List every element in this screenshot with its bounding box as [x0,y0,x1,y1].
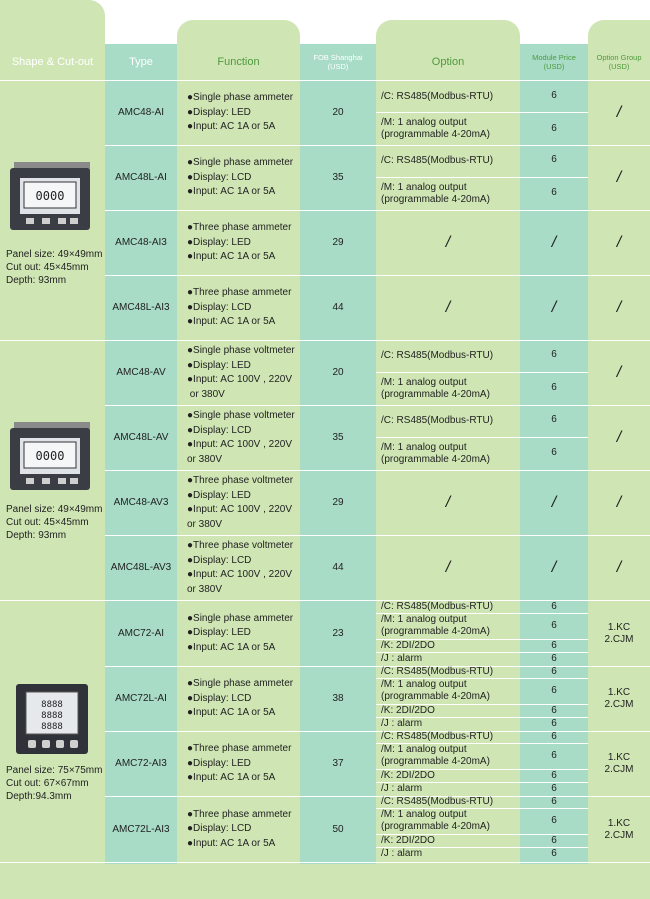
option-line: /M: 1 analog output [381,117,467,128]
function-line: ●Input: AC 1A or 5A [187,121,276,133]
option-line: /M: 1 analog output [381,182,467,193]
module-price-cell: 6 [551,640,557,651]
fob-price-cell: 37 [332,758,344,769]
fob-price-cell: 35 [332,432,344,443]
depth-3: Depth:94.3mm [6,791,72,802]
header-option: Option [431,56,465,68]
type-cell: AMC72-AI3 [115,758,167,769]
module-price-cell: 6 [551,382,557,393]
module-price-cell: 6 [551,447,557,458]
function-line: or 380V [187,453,223,465]
module-price-cell: 6 [551,705,557,716]
option-divider [376,847,588,848]
function-line: ●Three phase ammeter [187,222,292,234]
option-group-cell: / [616,169,622,186]
option-line: /C: RS485(Modbus-RTU) [381,91,494,102]
function-cell [181,797,300,862]
option-line: /C: RS485(Modbus-RTU) [381,666,494,677]
option-divider [376,808,588,809]
function-line: ●Three phase voltmeter [187,540,294,551]
meter-image-72 [14,682,90,756]
module-price-cell: / [551,494,557,511]
option-line: /C: RS485(Modbus-RTU) [381,601,494,612]
cut-out-3: Cut out: 67×67mm [6,778,89,789]
depth-1: Depth: 93mm [6,275,67,286]
type-cell: AMC48L-AI [115,172,167,183]
svg-text:8888: 8888 [41,711,63,721]
function-line: ●Input: AC 100V , 220V [187,504,292,515]
function-line: ●Input: AC 1A or 5A [187,772,276,784]
fob-price-cell: 20 [332,107,344,118]
function-line: ●Three phase ammeter [187,287,292,299]
function-line: or 380V [187,518,223,530]
fob-price-cell: 20 [332,367,344,378]
fob-price-cell: 29 [332,497,344,508]
option-line: (programmable 4-20mA) [381,691,490,702]
depth-2: Depth: 93mm [6,530,67,541]
option-divider [376,717,588,718]
option-line: /J : alarm [381,783,423,794]
function-line: ●Input: AC 1A or 5A [187,837,276,849]
module-price-cell: 6 [551,601,557,612]
option-line: /J : alarm [381,653,423,664]
function-cell [181,601,300,666]
function-cell [181,667,300,731]
option-group-line: 1.KC [607,621,631,633]
option-line: (programmable 4-20mA) [381,756,490,767]
function-line: ●Input: AC 1A or 5A [187,316,276,328]
function-cell [181,81,300,145]
option-divider [376,639,588,640]
function-line: ●Single phase ammeter [187,678,294,690]
module-price-cell: 6 [551,685,557,696]
type-cell: AMC48-AV [116,367,166,378]
svg-text:0000: 0000 [35,449,65,463]
function-line: ●Display: LED [187,489,251,501]
option-line: /K: 2DI/2DO [381,770,435,781]
option-divider [376,437,588,438]
module-price-cell: 6 [551,653,557,664]
option-divider [376,678,588,679]
module-price-cell: 6 [551,815,557,826]
option-group-line: 2.CJM [604,829,634,841]
panel-size-2: Panel size: 49×49mm [6,504,103,515]
fob-price-cell: 44 [332,302,344,313]
option-line: /M: 1 analog output [381,679,467,690]
function-line: ●Display: LED [187,757,251,769]
option-divider [376,834,588,835]
module-price-cell: 6 [551,848,557,859]
type-cell: AMC48-AI3 [115,237,167,248]
function-line: ●Input: AC 100V , 220V [187,374,292,385]
option-group-line: 2.CJM [604,699,634,710]
module-price-cell: 6 [551,783,557,794]
function-line: ●Input: AC 1A or 5A [187,251,276,263]
option-line: /M: 1 analog output [381,377,467,388]
type-cell: AMC48-AI [117,107,165,118]
function-line: ●Display: LCD [187,692,252,704]
option-cell: / [445,494,451,511]
function-line: ●Input: AC 100V , 220V [187,439,292,450]
option-divider [376,782,588,783]
function-line: or 380V [187,388,225,400]
option-divider [376,704,588,705]
function-line: ●Single phase voltmeter [187,410,295,421]
option-group-cell [588,732,650,796]
function-line: ●Display: LCD [187,171,252,183]
option-group-cell: / [616,299,622,316]
function-line: ●Single phase voltmeter [187,345,295,356]
module-price-cell: 6 [551,835,557,846]
fob-price-cell: 29 [332,237,344,248]
option-group-line: 2.CJM [604,764,634,775]
module-price-cell: / [551,234,557,251]
option-line: /K: 2DI/2DO [381,640,435,651]
function-line: ●Single phase ammeter [187,612,294,624]
option-divider [376,652,588,653]
module-price-cell: 6 [551,123,557,134]
module-price-cell: / [551,299,557,316]
module-price-cell: 6 [551,349,557,360]
option-line: /M: 1 analog output [381,809,467,820]
option-line: /C: RS485(Modbus-RTU) [381,731,494,742]
option-line: (programmable 4-20mA) [381,389,490,400]
option-group-cell [588,797,650,862]
option-group-cell: / [616,429,622,446]
option-line: (programmable 4-20mA) [381,194,490,205]
function-line: ●Display: LCD [187,554,252,566]
function-cell [181,471,300,535]
type-cell: AMC72L-AI3 [112,823,170,835]
module-price-cell: 6 [551,718,557,729]
option-group-cell: / [616,494,622,511]
module-price-cell: 6 [551,414,557,425]
option-divider [376,112,588,113]
option-line: /J : alarm [381,718,423,729]
module-price-cell: / [551,559,557,576]
function-line: ●Three phase ammeter [187,743,292,755]
function-cell [181,536,300,600]
option-group-cell: / [616,364,622,381]
module-price-cell: 6 [551,620,557,631]
function-line: ●Input: AC 100V , 220V [187,569,292,580]
type-cell: AMC72L-AI [115,693,167,704]
option-line: /M: 1 analog output [381,614,467,625]
option-line: /K: 2DI/2DO [381,705,435,716]
option-divider [376,613,588,614]
option-line: (programmable 4-20mA) [381,626,490,637]
header-function: Function [217,56,260,68]
function-line: ●Display: LCD [187,424,252,436]
function-cell [181,341,300,405]
function-line: ●Display: LED [187,236,251,248]
meter-image-48-av [8,418,96,494]
type-cell: AMC72-AI [117,627,165,639]
function-line: ●Single phase ammeter [187,157,294,169]
option-divider [376,769,588,770]
option-line: /C: RS485(Modbus-RTU) [381,796,494,807]
option-cell: / [445,559,451,576]
function-cell [181,276,300,340]
function-line: ●Display: LCD [187,301,252,313]
function-line: ●Display: LED [187,627,251,639]
svg-text:8888: 8888 [41,700,63,710]
meter-image-48 [8,158,96,234]
option-line: /C: RS485(Modbus-RTU) [381,415,494,426]
option-cell: / [445,234,451,251]
function-line: or 380V [187,583,223,595]
function-cell [181,406,300,470]
group-divider [0,862,650,863]
function-cell [181,146,300,210]
header-module-price: Module Price (USD) [532,53,576,71]
option-group-cell: / [616,234,622,251]
module-price-cell: 6 [551,154,557,165]
option-line: /M: 1 analog output [381,744,467,755]
option-divider [376,177,588,178]
module-price-cell: 6 [551,187,557,198]
type-cell: AMC48-AV3 [113,497,169,508]
option-line: /C: RS485(Modbus-RTU) [381,155,494,166]
module-price-cell: 6 [551,731,557,742]
svg-text:8888: 8888 [41,722,63,732]
option-line: (programmable 4-20mA) [381,454,490,465]
fob-price-cell: 44 [332,562,344,573]
function-line: ●Three phase ammeter [187,808,292,820]
header-option-group: Option Group (USD) [596,53,642,71]
option-group-line: 2.CJM [604,633,634,645]
type-cell: AMC48L-AV [113,432,169,443]
module-price-cell: 6 [551,770,557,781]
fob-price-cell: 35 [332,172,344,183]
fob-price-cell: 38 [332,693,344,704]
function-line: ●Display: LED [187,359,251,371]
module-price-cell: 6 [551,796,557,807]
function-line: ●Input: AC 1A or 5A [187,707,276,719]
header-type: Type [129,56,153,68]
cut-out-1: Cut out: 45×45mm [6,262,89,273]
header-fob: FOB Shanghai (USD) [313,53,363,71]
option-group-cell [588,667,650,731]
module-price-cell: 6 [551,666,557,677]
option-line: /C: RS485(Modbus-RTU) [381,350,494,361]
function-line: ●Display: LED [187,106,251,118]
option-group-cell: / [616,559,622,576]
cut-out-2: Cut out: 45×45mm [6,517,89,528]
option-group-line: 1.KC [607,687,631,698]
footer-band [0,864,650,899]
option-divider [376,743,588,744]
function-cell [181,732,300,796]
option-cell: / [445,299,451,316]
option-line: /J : alarm [381,848,423,859]
option-group-cell [588,601,650,666]
type-cell: AMC48L-AI3 [112,302,170,313]
panel-size-1: Panel size: 49×49mm [6,249,103,260]
svg-text:0000: 0000 [35,189,65,203]
fob-price-cell: 50 [332,823,344,835]
header-shape: Shape & Cut-out [11,56,94,68]
option-line: /M: 1 analog output [381,442,467,453]
option-group-line: 1.KC [607,817,631,829]
function-line: ●Input: AC 1A or 5A [187,186,276,198]
fob-price-cell: 23 [332,627,344,639]
option-group-line: 1.KC [607,752,631,763]
module-price-cell: 6 [551,90,557,101]
function-line: ●Single phase ammeter [187,92,294,104]
function-line: ●Input: AC 1A or 5A [187,641,276,653]
function-cell [181,211,300,275]
option-line: /K: 2DI/2DO [381,835,435,846]
option-line: (programmable 4-20mA) [381,129,490,140]
function-line: ●Three phase voltmeter [187,475,294,486]
function-line: ●Display: LCD [187,823,252,835]
module-price-cell: 6 [551,750,557,761]
option-line: (programmable 4-20mA) [381,821,490,832]
type-cell: AMC48L-AV3 [110,562,172,573]
option-group-cell: / [616,104,622,121]
panel-size-3: Panel size: 75×75mm [6,765,103,776]
option-divider [376,372,588,373]
